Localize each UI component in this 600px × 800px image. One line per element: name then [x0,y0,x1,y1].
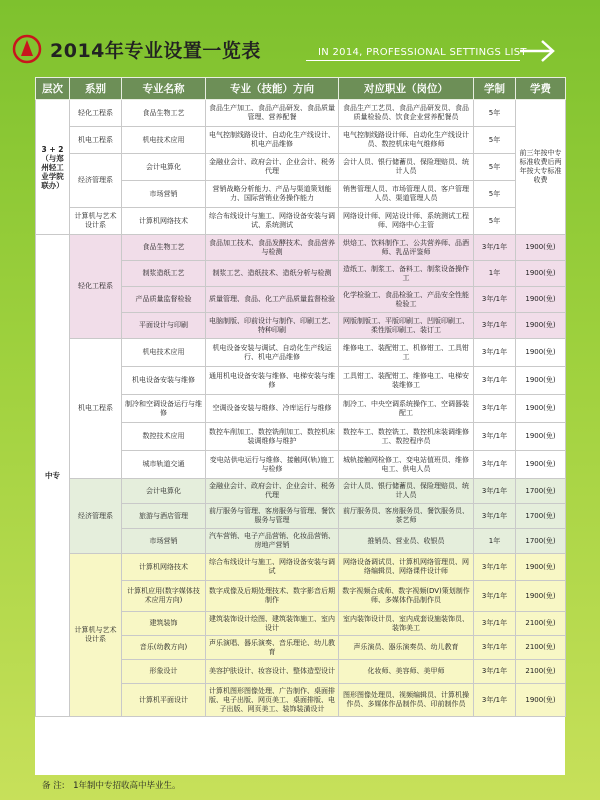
fee-cell: 1900(免) [516,339,566,367]
fee-cell: 2100(免) [516,660,566,684]
years-cell: 3年/1年 [474,684,516,717]
years-cell: 3年/1年 [474,287,516,313]
years-cell: 3年/1年 [474,339,516,367]
col-header-direction: 专业（技能）方向 [206,78,339,100]
years-cell: 5年 [474,154,516,181]
direction-cell: 美容护肤设计、妆容设计、整体造型设计 [206,660,339,684]
major-cell: 市场营销 [122,181,206,208]
direction-cell: 电气控制线路设计、自动化生产线设计、机电产品维修 [206,127,339,154]
col-header-job: 对应职业（岗位） [339,78,474,100]
table-row [36,554,566,581]
major-cell: 机电设备安装与维修 [122,367,206,395]
fee-cell: 1900(免) [516,554,566,581]
table-row [36,208,566,235]
years-cell: 3年/1年 [474,313,516,339]
level-cell: 3 + 2（与郑州轻工业学院联办） [36,100,70,235]
direction-cell: 金融业会计、政府会计、企业会计、税务代理 [206,479,339,504]
fee-cell: 1900(免) [516,581,566,612]
direction-cell: 数控车削加工、数控铣削加工、数控机床装调维修与维护 [206,423,339,451]
major-cell: 机电技术应用 [122,127,206,154]
job-cell: 会计人员、银行储蓄员、保险理赔员、统计人员 [339,154,474,181]
table-row [36,154,566,181]
major-cell: 计算机平面设计 [122,684,206,717]
major-cell: 市场营销 [122,529,206,554]
job-cell: 制冷工、中央空调系统操作工、空调器装配工 [339,395,474,423]
program-table [35,77,566,717]
major-cell: 制浆造纸工艺 [122,261,206,287]
fee-cell: 前三年按中专标准收费后两年按大专标准收费 [516,100,566,235]
table-row [36,479,566,504]
job-cell: 网络设备调试员、计算机网络管理员、网络编辑员、网络课件设计师 [339,554,474,581]
fee-cell: 1700(免) [516,479,566,504]
major-cell: 旅游与酒店管理 [122,504,206,529]
school-logo-icon [12,34,42,64]
direction-cell: 声乐演唱、器乐演奏、音乐理论、幼儿教育 [206,636,339,660]
direction-cell: 综合布线设计与施工、网络设备安装与调试 [206,554,339,581]
job-cell: 前厅服务员、客房服务员、餐饮服务员、茶艺师 [339,504,474,529]
job-cell: 电气控制线路设计师、自动化生产线设计员、数控机床电气维修师 [339,127,474,154]
fee-cell: 1700(免) [516,529,566,554]
table-body [36,100,566,717]
job-cell: 图形图像处理员、视频编辑员、计算机操作员、多媒体作品制作员、印前制作员 [339,684,474,717]
fee-cell: 1900(免) [516,367,566,395]
col-header-fee: 学费 [516,78,566,100]
fee-cell: 1900(免) [516,423,566,451]
job-cell: 会计人员、银行储蓄员、保险理赔员、统计人员 [339,479,474,504]
dept-cell: 计算机与艺术设计系 [70,554,122,717]
dept-cell: 轻化工程系 [70,235,122,339]
fee-cell: 1900(免) [516,395,566,423]
job-cell: 声乐演员、器乐演奏员、幼儿教育 [339,636,474,660]
direction-cell: 食品加工技术、食品发酵技术、食品营养与检测 [206,235,339,261]
col-header-years: 学制 [474,78,516,100]
dept-cell: 经济管理系 [70,154,122,208]
major-cell: 制冷和空调设备运行与维修 [122,395,206,423]
level-cell: 中专 [36,235,70,717]
years-cell: 5年 [474,127,516,154]
job-cell: 维修电工、装配钳工、机修钳工、工具钳工 [339,339,474,367]
fee-cell: 1900(免) [516,313,566,339]
page-title: 2014年专业设置一览表 [50,40,261,62]
direction-cell: 质量管理、食品、化工产品质量监督检验 [206,287,339,313]
direction-cell: 通用机电设备安装与维修、电梯安装与维修 [206,367,339,395]
direction-cell: 制浆工艺、造纸技术、造纸分析与检测 [206,261,339,287]
years-cell: 3年/1年 [474,395,516,423]
fee-cell: 1900(免) [516,261,566,287]
page-header [0,0,600,72]
col-header-level: 层次 [36,78,70,100]
job-cell: 网版制版工、平版印刷工、凹版印刷工、柔性版印刷工、装订工 [339,313,474,339]
fee-cell: 1900(免) [516,684,566,717]
col-header-major: 专业名称 [122,78,206,100]
major-cell: 产品质量监督检验 [122,287,206,313]
job-cell: 数字视频合成师、数字视频(DV)策划制作师、多媒体作品制作员 [339,581,474,612]
job-cell: 化妆师、美容师、美甲师 [339,660,474,684]
direction-cell: 变电站供电运行与维修、接触网(轨)施工与检修 [206,451,339,479]
major-cell: 食品生物工艺 [122,100,206,127]
job-cell: 室内装饰设计员、室内成套设施装饰员、装饰美工 [339,612,474,636]
job-cell: 网络设计师、网站设计师、系统测试工程师、网络中心主管 [339,208,474,235]
major-cell: 建筑装饰 [122,612,206,636]
direction-cell: 建筑装饰设计绘图、建筑装饰施工、室内设计 [206,612,339,636]
years-cell: 3年/1年 [474,581,516,612]
years-cell: 1年 [474,261,516,287]
table-row [36,235,566,261]
major-cell: 音乐(幼教方向) [122,636,206,660]
direction-cell: 机电设备安装与调试、自动化生产线运行、机电产品维修 [206,339,339,367]
job-cell: 销售管理人员、市场管理人员、客户管理人员、渠道管理人员 [339,181,474,208]
table-row [36,127,566,154]
major-cell: 机电技术应用 [122,339,206,367]
years-cell: 5年 [474,181,516,208]
years-cell: 1年 [474,529,516,554]
years-cell: 3年/1年 [474,504,516,529]
direction-cell: 食品生产加工、食品产品研发、食品质量管理、营养配餐 [206,100,339,127]
fee-cell: 1900(免) [516,287,566,313]
direction-cell: 营销战略分析能力、产品与渠道策划能力、国际营销业务操作能力 [206,181,339,208]
direction-cell: 汽车营销、电子产品营销、化妆品营销、房地产营销 [206,529,339,554]
dept-cell: 经济管理系 [70,479,122,554]
fee-cell: 2100(免) [516,612,566,636]
years-cell: 3年/1年 [474,367,516,395]
dept-cell: 机电工程系 [70,127,122,154]
table-row [36,339,566,367]
major-cell: 会计电算化 [122,154,206,181]
years-cell: 3年/1年 [474,423,516,451]
footnote: 备 注: 1年制中专招收高中毕业生。 [42,781,181,791]
major-cell: 计算机网络技术 [122,554,206,581]
col-header-dept: 系别 [70,78,122,100]
major-cell: 会计电算化 [122,479,206,504]
job-cell: 食品生产工艺员、食品产品研发员、食品质量检验员、饮食企业营养配餐员 [339,100,474,127]
fee-cell: 1700(免) [516,504,566,529]
title-rule [306,60,520,61]
years-cell: 3年/1年 [474,636,516,660]
major-cell: 数控技术应用 [122,423,206,451]
table-row [36,100,566,127]
job-cell: 烘焙工、饮料制作工、公共营养师、品酒师、乳品评鉴师 [339,235,474,261]
job-cell: 数控车工、数控铣工、数控机床装调维修工、数控程序员 [339,423,474,451]
job-cell: 造纸工、制浆工、备料工、制浆设备操作工 [339,261,474,287]
job-cell: 化学检验工、食品检验工、产品安全性能检验工 [339,287,474,313]
years-cell: 3年/1年 [474,612,516,636]
direction-cell: 综合布线设计与施工、网络设备安装与调试、系统测试 [206,208,339,235]
job-cell: 工具钳工、装配钳工、维修电工、电梯安装维修工 [339,367,474,395]
major-cell: 形象设计 [122,660,206,684]
program-table-sheet [35,77,565,775]
direction-cell: 金融业会计、政府会计、企业会计、税务代理 [206,154,339,181]
page-subtitle: IN 2014, PROFESSIONAL SETTINGS LIST [318,47,527,58]
arrow-right-icon [518,38,556,64]
direction-cell: 数字成像及后期处理技术、数字影音后期制作 [206,581,339,612]
years-cell: 3年/1年 [474,554,516,581]
years-cell: 3年/1年 [474,235,516,261]
fee-cell: 2100(免) [516,636,566,660]
dept-cell: 机电工程系 [70,339,122,479]
years-cell: 5年 [474,208,516,235]
job-cell: 推销员、营业员、收银员 [339,529,474,554]
fee-cell: 1900(免) [516,451,566,479]
years-cell: 3年/1年 [474,451,516,479]
years-cell: 5年 [474,100,516,127]
direction-cell: 计算机图形图像处理、广告制作、桌面排版、电子出版、网页美工、桌面排版、电子出版、网页美工、装饰装潢设计 [206,684,339,717]
job-cell: 城轨接触网检修工、变电站值班员、维修电工、供电人员 [339,451,474,479]
dept-cell: 轻化工程系 [70,100,122,127]
major-cell: 平面设计与印刷 [122,313,206,339]
major-cell: 计算机网络技术 [122,208,206,235]
major-cell: 计算机应用(数字媒体技术应用方向) [122,581,206,612]
major-cell: 城市轨道交通 [122,451,206,479]
table-header [36,78,566,100]
direction-cell: 电脑制版、印前设计与制作、印刷工艺、特种印刷 [206,313,339,339]
direction-cell: 空调设备安装与维修、冷库运行与维修 [206,395,339,423]
direction-cell: 前厅服务与管理、客房服务与管理、餐饮服务与管理 [206,504,339,529]
years-cell: 3年/1年 [474,479,516,504]
fee-cell: 1900(免) [516,235,566,261]
dept-cell: 计算机与艺术设计系 [70,208,122,235]
years-cell: 3年/1年 [474,660,516,684]
major-cell: 食品生物工艺 [122,235,206,261]
